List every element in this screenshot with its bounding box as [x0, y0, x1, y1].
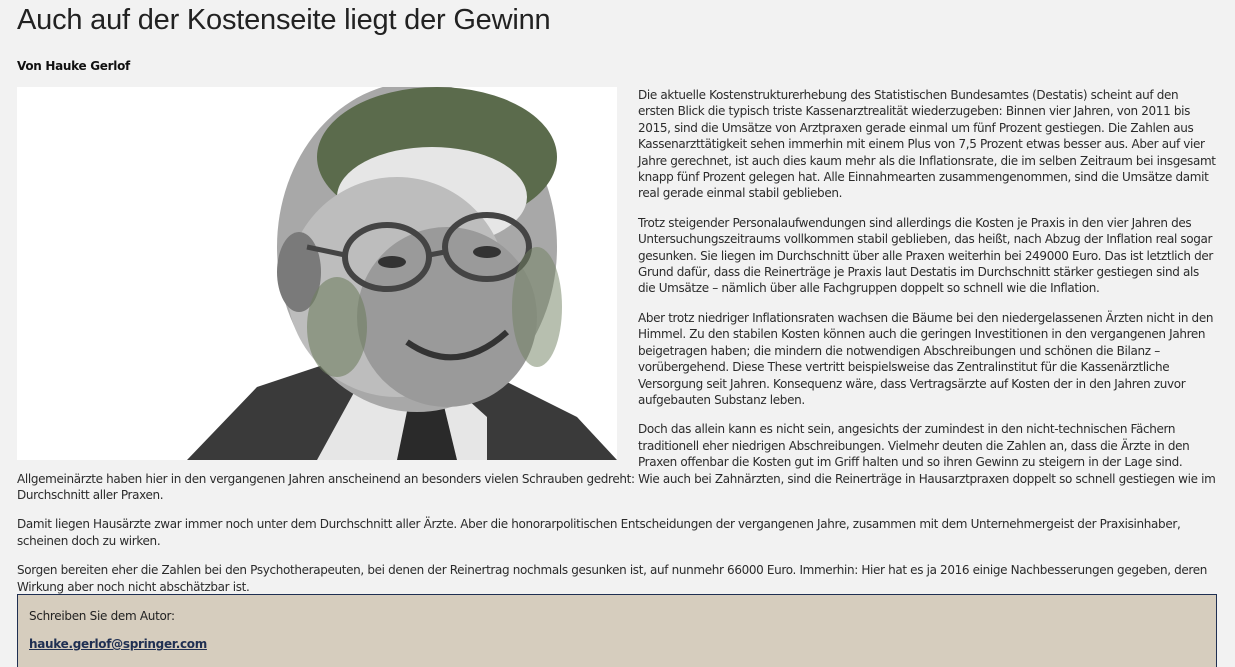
paragraph-1: Die aktuelle Kostenstrukturerhebung des Statistischen Bundesamtes (Destatis) scheint auf den ersten Blick die typisch triste Kassenarztrealität wiederzugeben: Binnen vier Jahren, von 2011 bis 2015, sind die Umsätze von Arztpraxen gerade einmal um fünf Prozent gestiegen. Die Zahlen aus Kassenarzttätigkeit sehen immerhin mit einem Plus von 7,5 Prozent etwas besser aus. Aber auf vier Jahre gerechnet, ist auch dies kaum mehr als die Inflationsrate, die im selben Zeitraum bei insgesamt knapp fünf Prozent gelegen hat. Alle Einnahmearten zusammengenommen, sind die Umsätze damit real gerade einmal stabil geblieben.	[638, 88, 1216, 201]
paragraph-3: Aber trotz niedriger Inflationsraten wachsen die Bäume bei den niedergelassenen Ärzten nicht in den Himmel. Zu den stabilen Kosten können auch die geringen Investitionen in den vergangenen Jahren beigetragen haben; die mindern die notwendigen Abschreibungen und schönen die Bilanz – vorübergehend. Diese These vertritt beispielsweise das Zentralinstitut für die Kassenärztliche Versorgung seit Jahren. Konsequenz wäre, dass Vertragsärzte auf Kosten der in den Jahren zuvor aufgebauten Substanz leben.	[638, 310, 1214, 407]
author-email-link[interactable]: hauke.gerlof@springer.com	[29, 637, 207, 651]
paragraph-5: Damit liegen Hausärzte zwar immer noch unter dem Durchschnitt aller Ärzte. Aber die honorarpolitischen Entscheidungen der vergangenen Jahre, zusammen mit dem Unternehmergeist der Praxisinhaber, scheinen doch zu wirken.	[17, 517, 1181, 548]
article-author: Von Hauke Gerlof	[17, 59, 130, 73]
paragraph-4: Doch das allein kann es nicht sein, angesichts der zumindest in den nicht-technischen Fächern traditionell eher niedrigen Abschreibungen. Vielmehr deuten die Zahlen an, dass die Ärzte in den Praxen offenbar die Kosten gut im Griff halten und so ihren Gewinn zu steigern in der Lage sind. Allgemeinärzte haben hier in den vergangenen Jahren anscheinend an besonders vielen Schrauben gedreht: Wie auch bei Zahnärzten, sind die Reinerträge in Hausarztpraxen doppelt so schnell gestiegen wie im Durchschnitt aller Praxen.	[17, 422, 1216, 502]
paragraph-2: Trotz steigender Personalaufwendungen sind allerdings die Kosten je Praxis in den vier Jahren des Untersuchungszeitraums vollkommen stabil geblieben, das heißt, nach Abzug der Inflation real sogar gesunken. Sie liegen im Durchschnitt über alle Praxen weiterhin bei 249000 Euro. Das ist letztlich der Grund dafür, dass die Reinerträge je Praxis laut Destatis im Durchschnitt stärker gestiegen sind als die Umsätze – nämlich über alle Fachgruppen doppelt so schnell wie die Inflation.	[638, 215, 1214, 296]
author-portrait-image	[17, 87, 617, 460]
author-photo	[17, 87, 617, 460]
paragraph-6: Sorgen bereiten eher die Zahlen bei den Psychotherapeuten, bei denen der Reinertrag nochmals gesunken ist, auf nunmehr 66000 Euro. Immerhin: Hier hat es ja 2016 einige Nachbesserungen gegeben, deren Wirkung aber noch nicht abschätzbar ist.	[17, 563, 1208, 594]
article-body	[17, 87, 1217, 608]
contact-box	[17, 594, 1217, 667]
contact-label: Schreiben Sie dem Autor:	[29, 609, 175, 623]
article-title: Auch auf der Kostenseite liegt der Gewinn	[17, 4, 551, 36]
